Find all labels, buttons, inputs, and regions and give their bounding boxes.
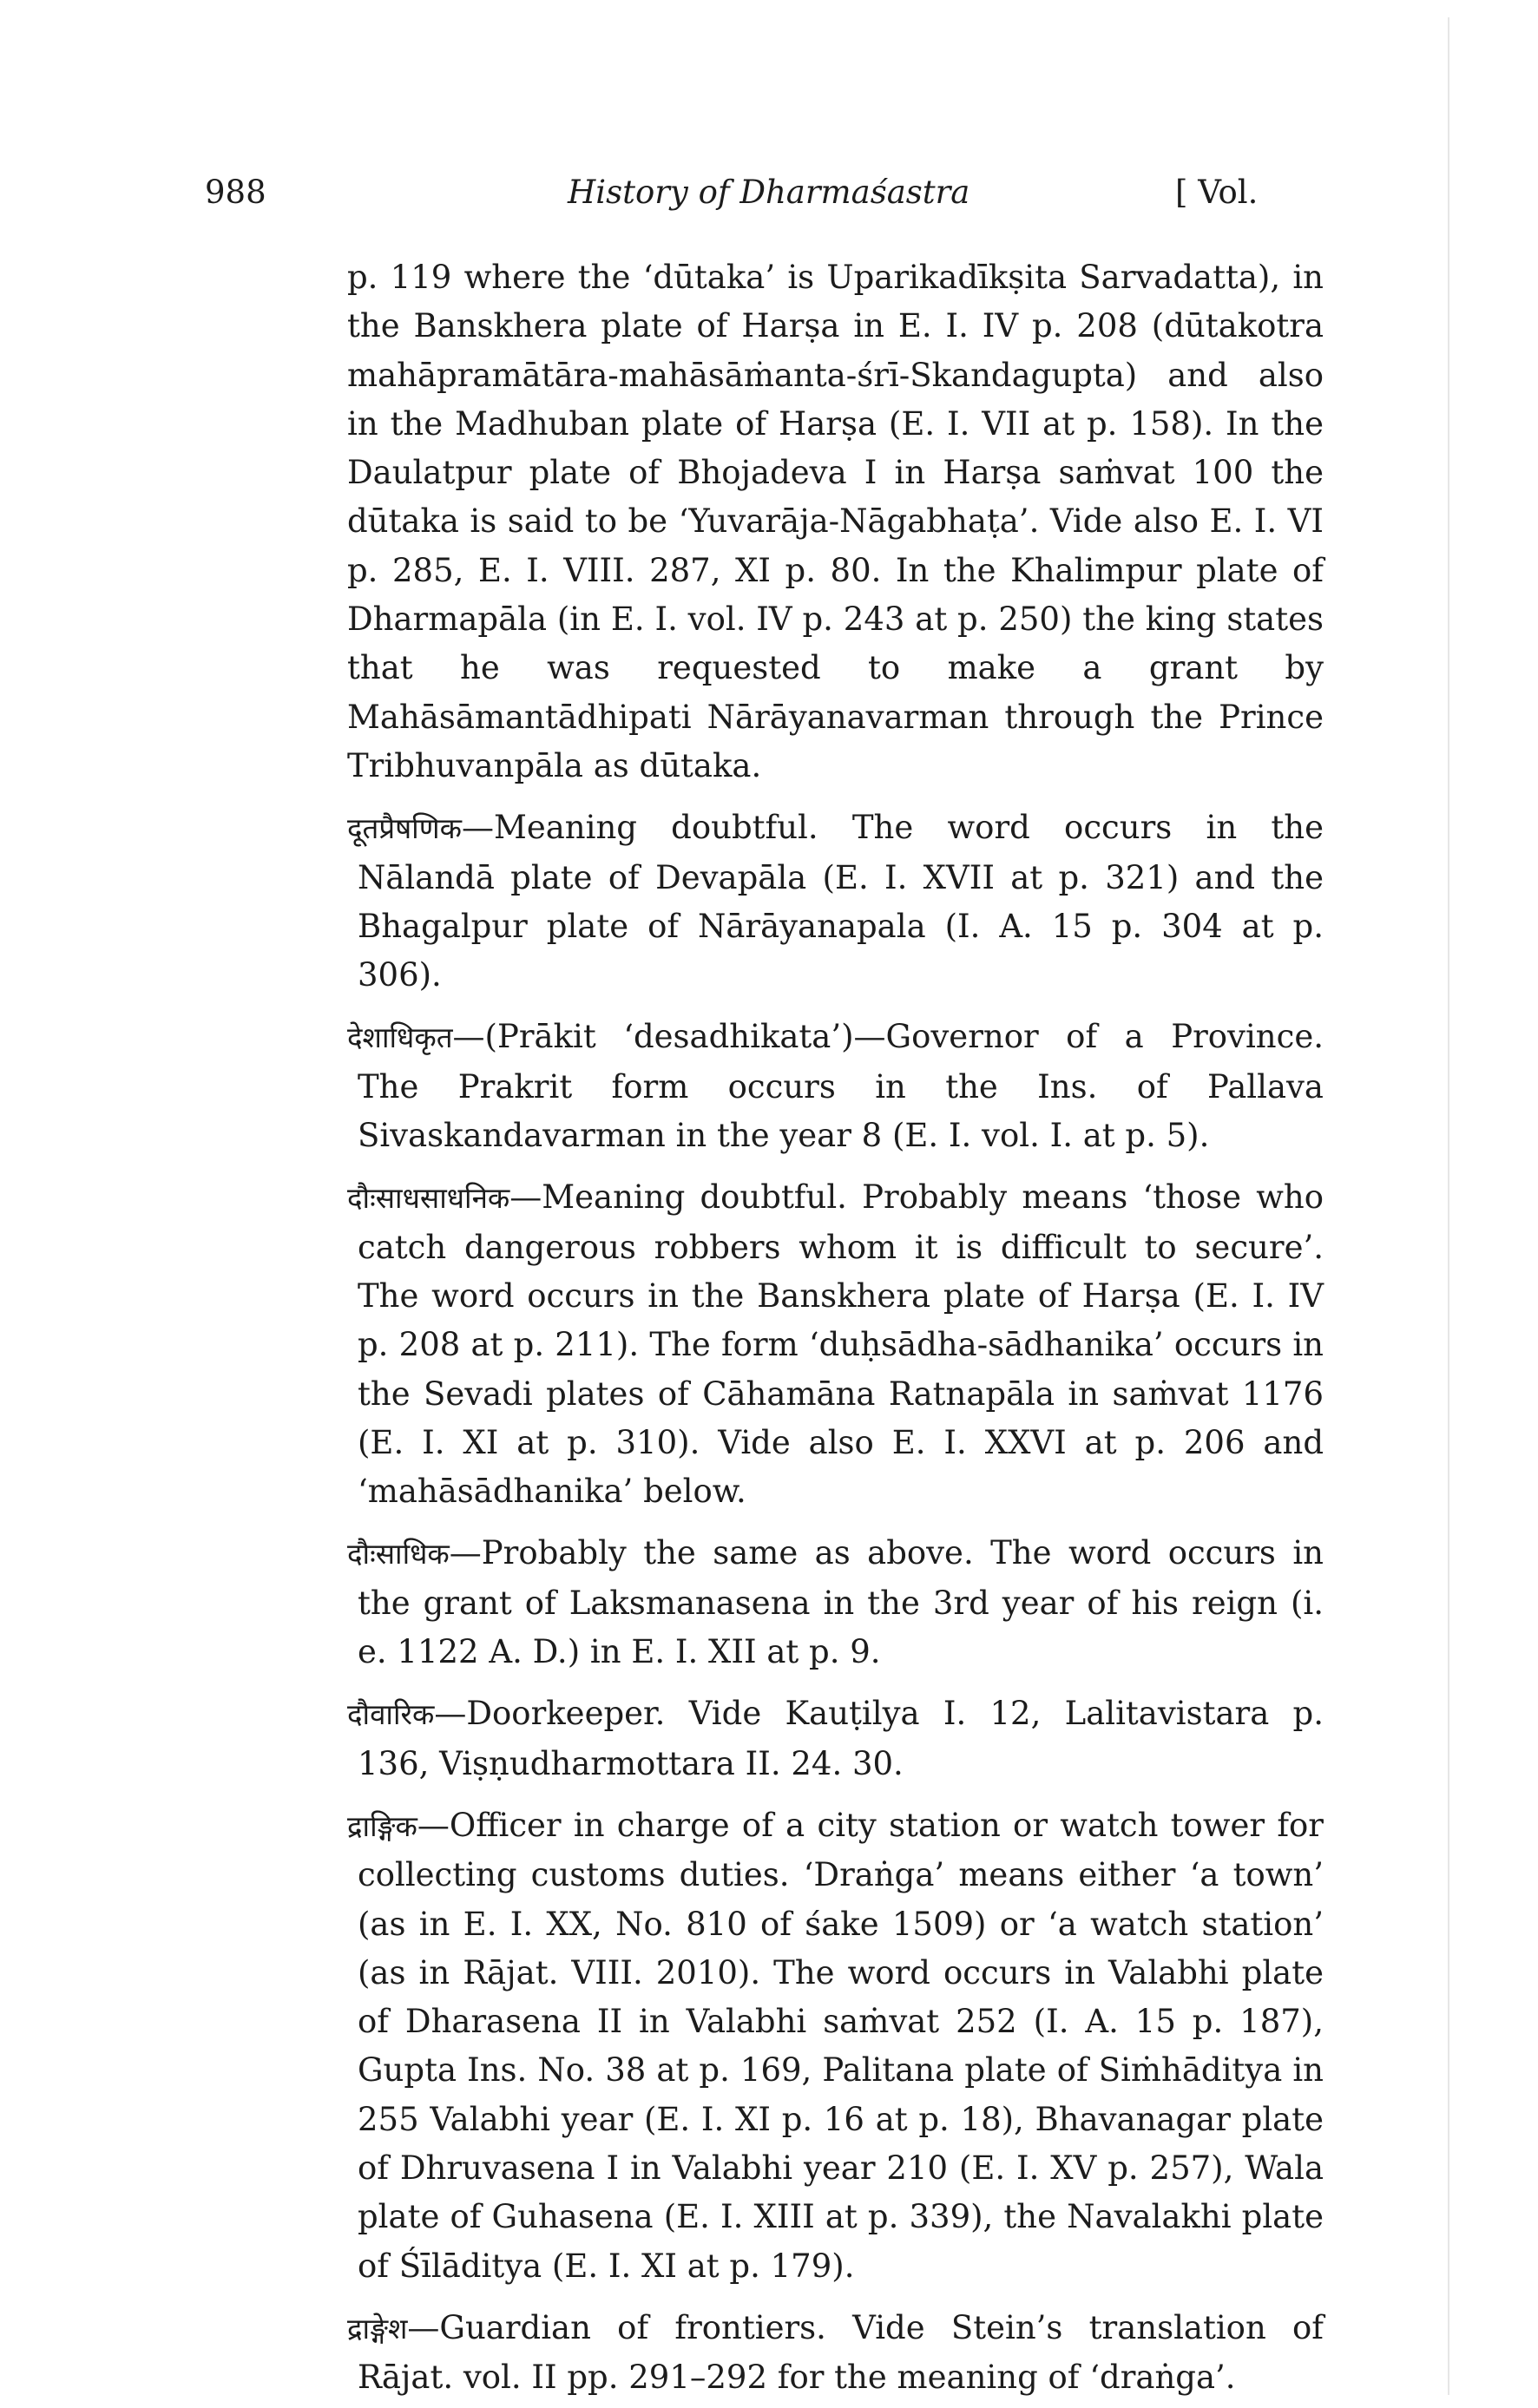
entry-headword: दौःसाधिक xyxy=(347,1537,450,1571)
running-title: History of Dharmaśastra xyxy=(568,174,970,211)
glossary-entry xyxy=(347,804,1324,1000)
entry-text: —Meaning doubtful. Probably means ‘those who catch dangerous robbers whom it is difficult to secure’. The word occurs in the Banskhera plate of Harṣa (E. I. IV p. 208 at p. 211). The form ‘duḥsādha-sādhanika’ occurs in the Sevadi plates of Cāhamāna Ratnapāla in saṁvat 1176 (E. I. XI at p. 310). Vide also E. I. XXVI at p. 206 and ‘mahāsādhanika’ below. xyxy=(358,1178,1324,1511)
running-header xyxy=(205,174,1333,226)
entry-headword: दौःसाधसाधनिक xyxy=(347,1181,510,1216)
glossary-entry xyxy=(347,1690,1324,1788)
entry-text: —Meaning doubtful. The word occurs in the Nālandā plate of Devapāla (E. I. XVII at p. 321) and the Bhagalpur plate of Nārāyanapala (I. A. 15 p. 304 at p. 306). xyxy=(358,809,1324,994)
entry-headword: दौवारिक xyxy=(347,1697,435,1732)
entry-text: —Probably the same as above. The word occurs in the grant of Laksmanasena in the 3rd year of his reign (i. e. 1122 A. D.) in E. I. XII at p. 9. xyxy=(358,1534,1324,1671)
entry-headword: द्राङ्गेश xyxy=(347,2311,408,2346)
glossary-entry xyxy=(347,1013,1324,1160)
page-edge-line xyxy=(1448,17,1449,2395)
page-body xyxy=(347,253,1324,2402)
entry-headword: दूतप्रैषणिक xyxy=(347,811,462,846)
entry-headword: द्राङ्गिक xyxy=(347,1808,417,1843)
entry-headword: देशाधिकृत xyxy=(347,1020,453,1055)
entry-text: —Doorkeeper. Vide Kauṭilya I. 12, Lalitavistara p. 136, Viṣṇudharmottara II. 24. 30. xyxy=(358,1695,1324,1782)
entry-text: —(Prākit ‘desadhikata’)—Governor of a Province. The Prakrit form occurs in the Ins. of Pallava Sivaskandavarman in the year 8 (E. I. vol. I. at p. 5). xyxy=(358,1018,1324,1155)
glossary-entry xyxy=(347,1529,1324,1676)
glossary-entry xyxy=(347,1801,1324,2291)
entry-text: —Officer in charge of a city station or watch tower for collecting customs duties. ‘Draṅga’ means either ‘a town’ (as in E. I. XX, No. 810 of śake 1509) or ‘a watch station’ (as in Rājat. VIII. 2010). The word occurs in Valabhi plate of Dharasena II in Valabhi saṁvat 252 (I. A. 15 p. 187), Gupta Ins. No. 38 at p. 169, Palitana plate of Siṁhāditya in 255 Valabhi year (E. I. XI p. 16 at p. 18), Bhavanagar plate of Dhruvasena I in Valabhi year 210 (E. I. XV p. 257), Wala plate of Guhasena (E. I. XIII at p. 339), the Navalakhi plate of Śīlāditya (E. I. XI at p. 179). xyxy=(358,1806,1324,2285)
continuation-paragraph: p. 119 where the ‘dūtaka’ is Uparikadīkṣita Sarvadatta), in the Banskhera plate of Harṣa in E. I. IV p. 208 (dūtakotra mahāpramātāra-mahāsāṁanta-śrī-Skandagupta) and also in the Madhuban plate of Harṣa (E. I. VII at p. 158). In the Daulatpur plate of Bhojadeva I in Harṣa saṁvat 100 the dūtaka is said to be ‘Yuvarāja-Nāgabhaṭa’. Vide also E. I. VI p. 285, E. I. VIII. 287, XI p. 80. In the Khalimpur plate of Dharmapāla (in E. I. vol. IV p. 243 at p. 250) the king states that he was requested to make a grant by Mahāsāmantādhipati Nārāyanavarman through the Prince Tribhuvanpāla as dūtaka. xyxy=(347,259,1324,784)
glossary-entry xyxy=(347,2304,1324,2403)
volume-label: [ Vol. xyxy=(1175,174,1259,211)
entry-text: —Guardian of frontiers. Vide Stein’s translation of Rājat. vol. II pp. 291–292 for the meaning of ‘draṅga’. xyxy=(358,2308,1324,2397)
glossary-entry xyxy=(347,1173,1324,1516)
page-number: 988 xyxy=(205,174,266,211)
